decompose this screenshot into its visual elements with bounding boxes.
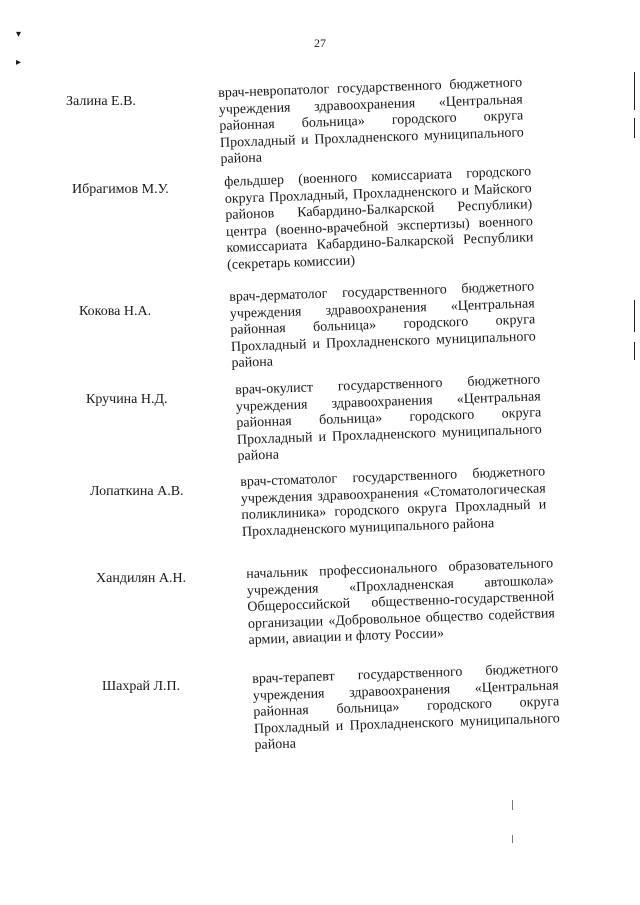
- scan-artifact: [634, 118, 635, 138]
- page-number: 27: [314, 36, 326, 50]
- member-position: врач-дерматолог государственного бюджетного учреждения здравоохранения «Центральная районная больница» городского округа Прохладный и Прохладненского муниципального района: [229, 279, 537, 371]
- scan-artifact: [512, 835, 513, 843]
- member-name: Кручина Н.Д.: [86, 392, 168, 407]
- member-name: Шахрай Л.П.: [102, 679, 181, 694]
- member-name: Кокова Н.А.: [79, 304, 152, 319]
- scan-artifact: ▸: [16, 57, 22, 68]
- scan-artifact: ▾: [16, 29, 22, 40]
- scan-artifact: [634, 342, 635, 360]
- member-position: врач-невропатолог государственного бюджетного учреждения здравоохранения «Центральная районная больница» городского округа Прохладный и Прохладненского муниципального района: [218, 75, 525, 167]
- member-position: врач-стоматолог государственного бюджетного учреждения здравоохранения «Стоматологическая поликлиника» городского округа Прохладный и Прохладненского муниципального района: [240, 464, 547, 540]
- scan-artifact: [512, 800, 513, 810]
- scan-artifact: [634, 72, 635, 110]
- member-position: фельдшер (военного комиссариата городского округа Прохладный, Прохладненского и Майского районов Кабардино-Балкарской Республики) центра (военно-врачебной экспертизы) военного комиссариата Кабардино-Балкарской Республики (секретарь комиссии): [224, 164, 534, 273]
- member-position: врач-окулист государственного бюджетного учреждения здравоохранения «Центральная районная больница» городского округа Прохладный и Прохладненского муниципального района: [235, 372, 543, 464]
- member-name: Ибрагимов М.У.: [72, 182, 169, 197]
- member-name: Хандилян А.Н.: [96, 571, 187, 586]
- member-position: начальник профессионального образовательного учреждения «Прохладненская автошкола» Общероссийской общественно-государственной организации «Добровольное общество содействия армии, авиации и флоту России»: [246, 556, 556, 648]
- member-name: Лопаткина А.В.: [90, 484, 184, 499]
- member-position: врач-терапевт государственного бюджетного учреждения здравоохранения «Центральная районная больница» городского округа Прохладный и Прохладненского муниципального района: [252, 661, 561, 753]
- member-name: Залина Е.В.: [66, 94, 136, 109]
- scan-artifact: [634, 300, 635, 332]
